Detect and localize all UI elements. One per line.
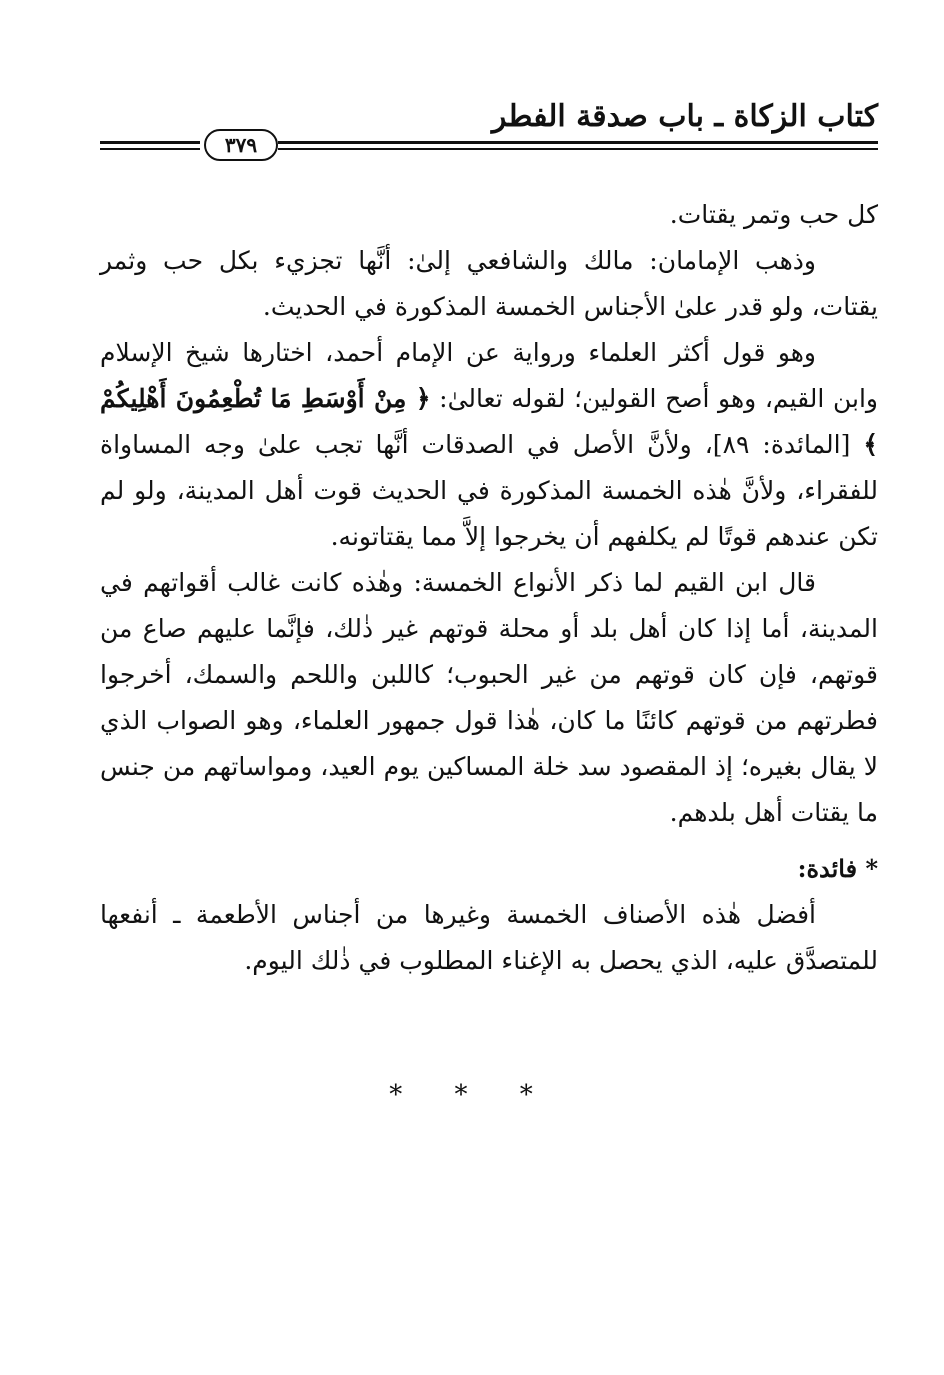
section-end-mark: * * * [389,1080,555,1110]
header-rule [278,141,878,144]
page-number: ٣٧٩ [204,129,278,161]
section-heading: * فائدة: [797,854,878,883]
paragraph-text: [المائدة: ٨٩]، ولأنَّ الأصل في الصدقات أنَّها تجب علىٰ وجه المساواة للفقراء، ولأنَّ هٰذه الخمسة المذكورة في الحديث قوت أهل المدينة، ولو لم تكن عندهم قوتًا لم يكلفهم أن يخرجوا إلاَّ مما يقتاتونه. [100,430,878,551]
page-header [100,95,878,165]
quran-verse: ﴿ مِنْ أَوْسَطِ مَا تُطْعِمُونَ أَهْلِيكُمْ ﴾ [100,384,879,459]
paragraph: وذهب الإمامان: مالك والشافعي إلىٰ: أنَّها تجزيء بكل حب وثمر يقتات، ولو قدر علىٰ الأجناس الخمسة المذكورة في الحديث. [100,246,878,321]
header-rule [100,141,200,144]
header-rule [100,148,200,150]
paragraph: أفضل هٰذه الأصناف الخمسة وغيرها من أجناس الأطعمة ـ أنفعها للمتصدَّق عليه، الذي يحصل به الإغناء المطلوب في ذٰلك اليوم. [100,900,878,975]
header-rule [278,148,878,150]
running-title: كتاب الزكاة ـ باب صدقة الفطر [491,99,878,134]
paragraph: قال ابن القيم لما ذكر الأنواع الخمسة: وهٰذه كانت غالب أقواتهم في المدينة، أما إذا كان أهل بلد أو محلة قوتهم غير ذٰلك، فإنَّما عليهم صاع من قوتهم، فإن كان قوتهم من غير الحبوب؛ كاللبن واللحم والسمك، أخرجوا فطرتهم من قوتهم كائنًا ما كان، هٰذا قول جمهور العلماء، وهو الصواب الذي لا يقال بغيره؛ إذ المقصود سد خلة المساكين يوم العيد، ومواساتهم من جنس ما يقتات أهل بلدهم. [100,568,878,827]
body-text [100,192,878,984]
paragraph [100,330,878,560]
paragraph: كل حب وتمر يقتات. [669,200,878,229]
paragraph-text: وهو قول أكثر العلماء ورواية عن الإمام أحمد، اختارها شيخ الإسلام وابن القيم، وهو أصح القولين؛ لقوله تعالىٰ: [100,338,878,413]
